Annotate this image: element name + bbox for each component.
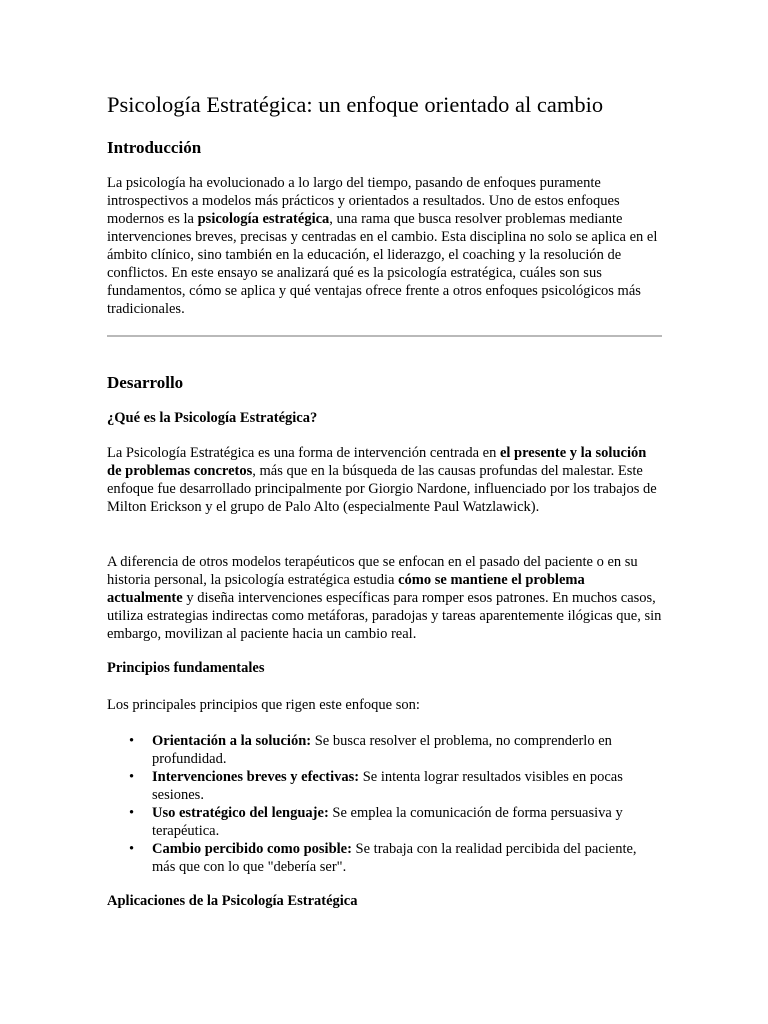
list-item-text: Se busca resolver el problema, no comprenderlo en profundidad. [152,733,612,767]
what-is-p1-text-2: , más que en la búsqueda de las causas profundas del malestar. Este enfoque fue desarrollado principalmente por Giorgio Nardone, influenciado por los trabajos de Milton Erickson y el grupo de Palo Alto (especialmente Paul Watzlawick). [107,463,657,515]
bullet-icon: • [129,769,135,785]
what-is-paragraph-2 [107,553,662,643]
intro-text-1: La psicología ha evolucionado a lo largo del tiempo, pasando de enfoques puramente introspectivos a modelos más prácticos y orientados a resultados. Uno de estos enfoques modernos es la [107,175,620,227]
bullet-icon: • [129,841,135,857]
what-is-p1-text-1: La Psicología Estratégica es una forma de intervención centrada en [107,445,500,461]
what-is-p2-bold: cómo se mantiene el problema actualmente [107,572,585,606]
intro-paragraph [107,174,662,318]
intro-bold-term: psicología estratégica [197,211,330,227]
section-divider [107,335,662,337]
principles-heading: Principios fundamentales [107,660,265,676]
list-item [107,768,662,804]
list-item-text: Se trabaja con la realidad percibida del paciente, más que con lo que "debería ser". [152,841,637,875]
intro-heading: Introducción [107,138,202,157]
what-is-p2-text-2: y diseña intervenciones específicas para romper esos patrones. En muchos casos, utiliza estrategias indirectas como metáforas, paradojas y tareas aparentemente ilógicas que, sin embargo, movilizan al paciente hacia un cambio real. [107,590,662,642]
what-is-p1-bold: el presente y la solución de problemas concretos [107,445,647,479]
what-is-paragraph-1 [107,444,662,516]
principles-intro: Los principales principios que rigen este enfoque son: [107,697,420,713]
bullet-icon: • [129,733,135,749]
what-is-heading: ¿Qué es la Psicología Estratégica? [107,410,318,426]
bullet-icon: • [129,805,135,821]
intro-text-2: , una rama que busca resolver problemas mediante intervenciones breves, precisas y centradas en el cambio. Esta disciplina no solo se aplica en el ámbito clínico, sino también en la educación, el liderazgo, el coaching y la resolución de conflictos. En este ensayo se analizará qué es la psicología estratégica, cuáles son sus fundamentos, cómo se aplica y qué ventajas ofrece frente a otros enfoques psicológicos más tradicionales. [107,211,658,317]
what-is-p2-text-1: A diferencia de otros modelos terapéuticos que se enfocan en el pasado del paciente o en su historia personal, la psicología estratégica estudia [107,554,638,588]
list-item-term: Uso estratégico del lenguaje: [152,805,329,821]
applications-heading: Aplicaciones de la Psicología Estratégica [107,893,358,909]
list-item-text: Se intenta lograr resultados visibles en pocas sesiones. [152,769,623,803]
list-item-term: Cambio percibido como posible: [152,841,352,857]
list-item-text: Se emplea la comunicación de forma persuasiva y terapéutica. [152,805,623,839]
principles-list [107,732,662,876]
list-item-term: Orientación a la solución: [152,733,312,749]
list-item [107,732,662,768]
document-title: Psicología Estratégica: un enfoque orientado al cambio [107,92,604,117]
list-item [107,804,662,840]
list-item-term: Intervenciones breves y efectivas: [152,769,360,785]
development-heading: Desarrollo [107,373,184,392]
list-item [107,840,662,876]
